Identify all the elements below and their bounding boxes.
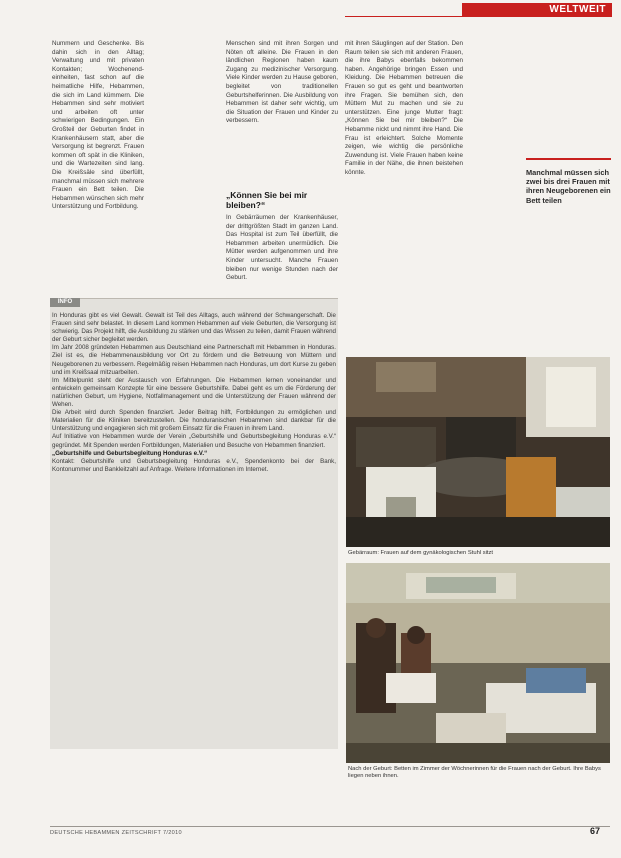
delivery-room-image: [346, 357, 610, 547]
photo-delivery-room: [346, 357, 610, 547]
info-paragraph: Kontakt: Geburtshilfe und Geburtsbegleitung Honduras e.V., Spendenkonto bei der Bank, Kontonummer und Bankleitzahl auf Anfrage. Weitere Informationen im Internet.: [52, 457, 336, 473]
column-2b-text: In Gebärräumen der Krankenhäuser, der drittgrößten Stadt im ganzen Land. Das Hospital ist zum Teil überfüllt, die Hebammen arbeiten unermüdlich. Die Mütter werden aufgenommen und ihre Kinder untersucht. Manche Frauen bleiben nur wenige Stunden nach der Geburt.: [226, 214, 338, 282]
info-paragraph: In Honduras gibt es viel Gewalt. Gewalt ist Teil des Alltags, auch während der Schwangerschaft. Die Frauen sind sehr belastet. In diesem Land kommen Hebammen auf viele Geburten, die Versorgung ist schwierig. Das Projekt hilft, die Ausbildung zu stärken und das Wissen zu teilen, damit Frauen während der Geburt sicher begleitet werden.: [52, 312, 336, 344]
info-label: INFO: [50, 298, 80, 307]
column-2-text: Menschen sind mit ihren Sorgen und Nöten oft alleine. Die Frauen in den ländlichen Regionen haben kaum Zugang zu medizinischer Versorgung. Viele Kinder werden zu Hause geboren, begleitet von traditionellen Geburtshelferinnen. Die Ausbildung von Hebammen ist daher sehr wichtig, um die Situation der Frauen und Kinder zu verbessern.: [226, 40, 338, 125]
column-3-text: mit ihren Säuglingen auf der Station. Den Raum teilen sie sich mit anderen Frauen, die ihre Babys ebenfalls bekommen haben. Angehörige bringen Essen und Kleidung. Die Hebammen betreuen die Frauen so gut es geht und beantworten ihre Fragen. Sie bemühen sich, den Müttern Mut zu machen und sie zu unterstützen. Eine junge Mutter fragt: „Können Sie bei mir bleiben?“ Die Hebamme nickt und nimmt ihre Hand. Die Frau ist erleichtert. Solche Momente zeigen, wie wichtig die persönliche Zuwendung ist. Viele Frauen haben keine Familie in der Nähe, die ihnen beistehen könnte.: [345, 40, 463, 176]
page-number: 67: [590, 826, 601, 836]
footer-rule: [50, 826, 610, 827]
article-column-2: [226, 40, 338, 126]
pull-quote: Manchmal müssen sich zwei bis drei Frauen mit ihren Neugeborenen ein Bett teilen: [526, 168, 611, 205]
column-1-text: Nummern und Geschenke. Bis dahin sich in den Alltag; Verwaltung und mit privaten Kontakten; Wochenendeinheiten, fast schon auf die heimatliche Hilfe, Hebammen, die sich im Land kümmern. Die Hebammen sind sehr motiviert und arbeiten oft unter schwierigen Bedingungen. Ein Großteil der Geburten findet in Krankenhäusern statt, aber die Versorgung ist begrenzt. Frauen kommen oft spät in die Kliniken, und die Wartezeiten sind lang. Die Kreißsäle sind überfüllt, manchmal müssen sich mehrere Frauen ein Bett teilen. Die Hebammen wünschen sich mehr Unterstützung und Fortbildung.: [52, 40, 144, 211]
footer-publication: DEUTSCHE HEBAMMEN ZEITSCHRIFT 7/2010: [50, 830, 182, 836]
quote-rule: [526, 158, 611, 160]
info-association-name: „Geburtshilfe und Geburtsbegleitung Honduras e.V.“: [52, 449, 208, 457]
info-paragraph: Auf Initiative von Hebammen wurde der Verein „Geburtshilfe und Geburtsbegleitung Honduras e.V.“ gegründet. Mit Spenden werden Fortbildungen, Materialien und Besuche von Hebammen finanziert.: [52, 433, 336, 449]
article-column-1: [52, 40, 144, 212]
info-text: [52, 312, 336, 474]
info-paragraph: Im Mittelpunkt steht der Austausch von Erfahrungen. Die Hebammen lernen voneinander und entwickeln gemeinsam Konzepte für eine bessere Geburtshilfe. Dabei geht es um die Förderung der natürlichen Geburt, um Hygiene, Notfallmanagement und die Unterstützung der Frauen während der Wehen.: [52, 376, 336, 409]
article-column-2b: [226, 214, 338, 283]
banner-rule: [345, 16, 612, 17]
photo-caption-2: Nach der Geburt: Betten im Zimmer der Wöchnerinnen für die Frauen nach der Geburt. Ihre Babys liegen neben ihnen.: [348, 766, 601, 780]
section-banner: WELTWEIT: [462, 3, 612, 16]
photo-caption-1: Gebärraum: Frauen auf dem gynäkologischen Stuhl sitzt: [348, 550, 493, 556]
info-paragraph: Im Jahr 2008 gründeten Hebammen aus Deutschland eine Partnerschaft mit Hebammen in Honduras. Ziel ist es, die Hebammenausbildung vor Ort zu fördern und die Betreuung von Müttern und Neugeborenen zu verbessern. Regelmäßig reisen Hebammen nach Honduras, um dort Kurse zu geben und im Kreißsaal mitzuarbeiten.: [52, 344, 336, 376]
article-column-3: [345, 40, 463, 178]
sub-heading: „Können Sie bei mir bleiben?“: [226, 190, 308, 210]
maternity-ward-image: [346, 563, 610, 763]
photo-maternity-ward: [346, 563, 610, 763]
info-paragraph: Die Arbeit wird durch Spenden finanziert. Jeder Beitrag hilft, Fortbildungen zu ermöglichen und Materialien für die Kliniken bereitzustellen. Die honduranischen Hebammen sind dankbar für die Unterstützung und engagieren sich mit großem Einsatz für die Frauen in ihrem Land.: [52, 409, 336, 433]
